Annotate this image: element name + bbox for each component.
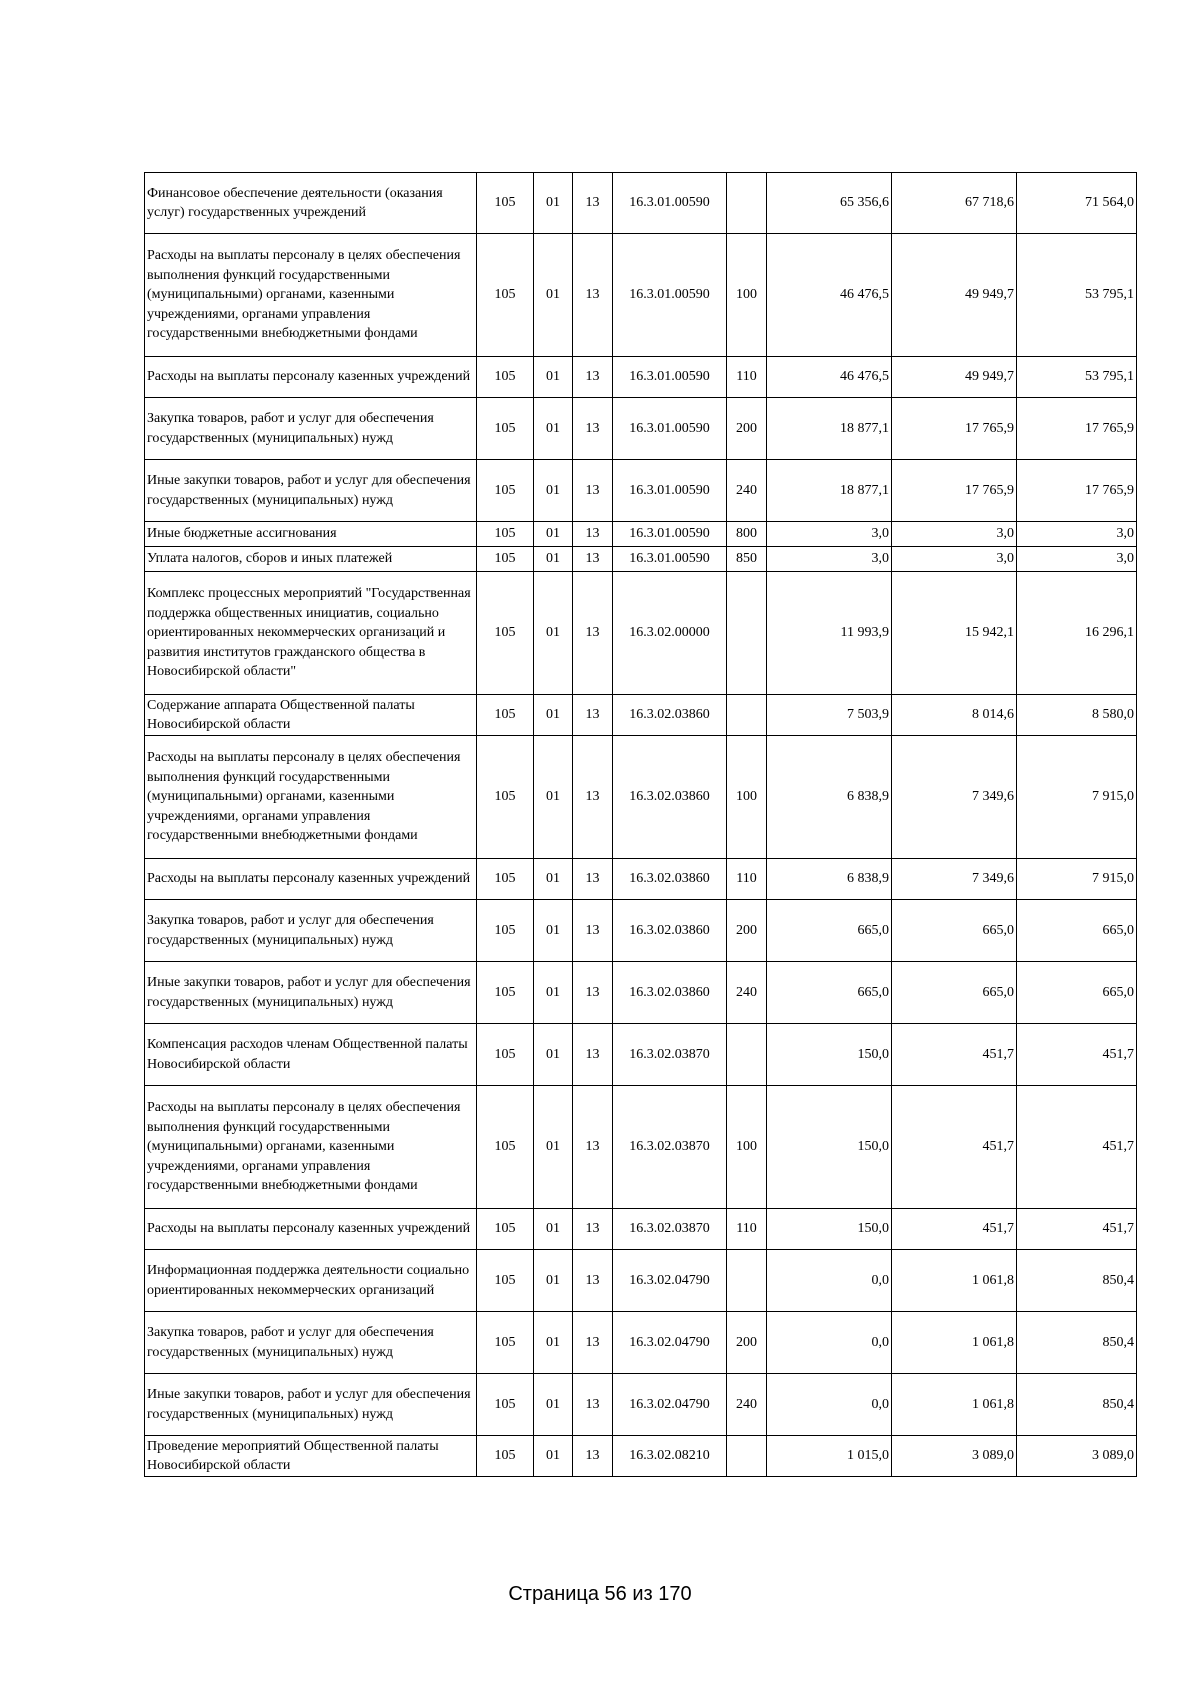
grbs-code-cell: 105: [477, 1024, 534, 1086]
target-article-cell: 16.3.02.03860: [613, 900, 727, 962]
expense-type-cell: 800: [727, 522, 767, 547]
subsection-code-cell: 13: [573, 173, 613, 234]
subsection-code-cell: 13: [573, 695, 613, 736]
subsection-code-cell: 13: [573, 1374, 613, 1436]
table-row: [145, 460, 1137, 522]
table-row: [145, 1086, 1137, 1209]
item-name-cell: Проведение мероприятий Общественной палаты Новосибирской области: [145, 1436, 477, 1477]
amount-year3-cell: 451,7: [1017, 1209, 1137, 1250]
amount-year2-cell: 49 949,7: [892, 357, 1017, 398]
expense-type-cell: 110: [727, 1209, 767, 1250]
subsection-code-cell: 13: [573, 234, 613, 357]
expense-type-cell: [727, 695, 767, 736]
table-row: [145, 357, 1137, 398]
amount-year3-cell: 53 795,1: [1017, 234, 1137, 357]
amount-year2-cell: 1 061,8: [892, 1312, 1017, 1374]
amount-year3-cell: 8 580,0: [1017, 695, 1137, 736]
amount-year2-cell: 17 765,9: [892, 398, 1017, 460]
section-code-cell: 01: [534, 547, 573, 572]
expense-type-cell: [727, 1024, 767, 1086]
amount-year3-cell: 850,4: [1017, 1312, 1137, 1374]
target-article-cell: 16.3.01.00590: [613, 547, 727, 572]
amount-year3-cell: 850,4: [1017, 1374, 1137, 1436]
target-article-cell: 16.3.02.04790: [613, 1250, 727, 1312]
section-code-cell: 01: [534, 572, 573, 695]
amount-year3-cell: 71 564,0: [1017, 173, 1137, 234]
table-row: [145, 1312, 1137, 1374]
amount-year3-cell: 665,0: [1017, 900, 1137, 962]
table-row: [145, 1374, 1137, 1436]
item-name-cell: Компенсация расходов членам Общественной палаты Новосибирской области: [145, 1024, 477, 1086]
target-article-cell: 16.3.01.00590: [613, 173, 727, 234]
amount-year1-cell: 3,0: [767, 547, 892, 572]
expense-type-cell: 100: [727, 1086, 767, 1209]
table-row: [145, 736, 1137, 859]
item-name-cell: Расходы на выплаты персоналу казенных учреждений: [145, 1209, 477, 1250]
amount-year1-cell: 665,0: [767, 900, 892, 962]
item-name-cell: Закупка товаров, работ и услуг для обеспечения государственных (муниципальных) нужд: [145, 1312, 477, 1374]
table-row: [145, 695, 1137, 736]
amount-year3-cell: 7 915,0: [1017, 736, 1137, 859]
item-name-cell: Уплата налогов, сборов и иных платежей: [145, 547, 477, 572]
amount-year2-cell: 7 349,6: [892, 859, 1017, 900]
amount-year3-cell: 850,4: [1017, 1250, 1137, 1312]
section-code-cell: 01: [534, 234, 573, 357]
amount-year3-cell: 451,7: [1017, 1024, 1137, 1086]
grbs-code-cell: 105: [477, 859, 534, 900]
subsection-code-cell: 13: [573, 522, 613, 547]
subsection-code-cell: 13: [573, 547, 613, 572]
table-row: [145, 572, 1137, 695]
section-code-cell: 01: [534, 1024, 573, 1086]
amount-year1-cell: 0,0: [767, 1312, 892, 1374]
section-code-cell: 01: [534, 1436, 573, 1477]
section-code-cell: 01: [534, 522, 573, 547]
amount-year3-cell: 3,0: [1017, 547, 1137, 572]
subsection-code-cell: 13: [573, 1086, 613, 1209]
section-code-cell: 01: [534, 398, 573, 460]
grbs-code-cell: 105: [477, 695, 534, 736]
grbs-code-cell: 105: [477, 357, 534, 398]
subsection-code-cell: 13: [573, 859, 613, 900]
target-article-cell: 16.3.02.03860: [613, 962, 727, 1024]
expense-type-cell: 110: [727, 859, 767, 900]
amount-year1-cell: 46 476,5: [767, 357, 892, 398]
subsection-code-cell: 13: [573, 736, 613, 859]
expense-type-cell: 200: [727, 1312, 767, 1374]
subsection-code-cell: 13: [573, 1250, 613, 1312]
table-row: [145, 1250, 1137, 1312]
expense-type-cell: [727, 572, 767, 695]
item-name-cell: Расходы на выплаты персоналу казенных учреждений: [145, 357, 477, 398]
amount-year1-cell: 46 476,5: [767, 234, 892, 357]
grbs-code-cell: 105: [477, 522, 534, 547]
expense-type-cell: 240: [727, 1374, 767, 1436]
expense-type-cell: [727, 1250, 767, 1312]
amount-year1-cell: 11 993,9: [767, 572, 892, 695]
amount-year2-cell: 451,7: [892, 1086, 1017, 1209]
amount-year1-cell: 0,0: [767, 1374, 892, 1436]
grbs-code-cell: 105: [477, 1250, 534, 1312]
expense-type-cell: 200: [727, 398, 767, 460]
section-code-cell: 01: [534, 962, 573, 1024]
item-name-cell: Закупка товаров, работ и услуг для обеспечения государственных (муниципальных) нужд: [145, 900, 477, 962]
amount-year1-cell: 3,0: [767, 522, 892, 547]
section-code-cell: 01: [534, 859, 573, 900]
amount-year2-cell: 451,7: [892, 1024, 1017, 1086]
item-name-cell: Расходы на выплаты персоналу казенных учреждений: [145, 859, 477, 900]
table-row: [145, 547, 1137, 572]
table-row: [145, 1024, 1137, 1086]
target-article-cell: 16.3.02.03860: [613, 859, 727, 900]
table-row: [145, 1209, 1137, 1250]
target-article-cell: 16.3.01.00590: [613, 460, 727, 522]
amount-year1-cell: 1 015,0: [767, 1436, 892, 1477]
amount-year2-cell: 67 718,6: [892, 173, 1017, 234]
grbs-code-cell: 105: [477, 1312, 534, 1374]
amount-year2-cell: 451,7: [892, 1209, 1017, 1250]
item-name-cell: Закупка товаров, работ и услуг для обеспечения государственных (муниципальных) нужд: [145, 398, 477, 460]
subsection-code-cell: 13: [573, 1312, 613, 1374]
page-number: Страница 56 из 170: [508, 1583, 692, 1605]
expense-type-cell: 200: [727, 900, 767, 962]
section-code-cell: 01: [534, 1250, 573, 1312]
amount-year2-cell: 7 349,6: [892, 736, 1017, 859]
target-article-cell: 16.3.02.03870: [613, 1086, 727, 1209]
amount-year2-cell: 3,0: [892, 522, 1017, 547]
amount-year1-cell: 65 356,6: [767, 173, 892, 234]
target-article-cell: 16.3.02.04790: [613, 1312, 727, 1374]
section-code-cell: 01: [534, 1374, 573, 1436]
item-name-cell: Комплекс процессных мероприятий "Государственная поддержка общественных инициатив, социально ориентированных некоммерческих организаций и развития институтов гражданского общества в Новосибирской области": [145, 572, 477, 695]
grbs-code-cell: 105: [477, 1086, 534, 1209]
amount-year2-cell: 1 061,8: [892, 1374, 1017, 1436]
item-name-cell: Иные закупки товаров, работ и услуг для обеспечения государственных (муниципальных) нужд: [145, 460, 477, 522]
amount-year2-cell: 15 942,1: [892, 572, 1017, 695]
subsection-code-cell: 13: [573, 1436, 613, 1477]
expense-type-cell: 100: [727, 234, 767, 357]
amount-year3-cell: 17 765,9: [1017, 398, 1137, 460]
target-article-cell: 16.3.02.03870: [613, 1209, 727, 1250]
table-row: [145, 859, 1137, 900]
subsection-code-cell: 13: [573, 398, 613, 460]
amount-year2-cell: 3 089,0: [892, 1436, 1017, 1477]
amount-year1-cell: 18 877,1: [767, 398, 892, 460]
amount-year2-cell: 1 061,8: [892, 1250, 1017, 1312]
expense-type-cell: [727, 173, 767, 234]
target-article-cell: 16.3.02.03860: [613, 695, 727, 736]
table-row: [145, 173, 1137, 234]
section-code-cell: 01: [534, 1312, 573, 1374]
amount-year1-cell: 665,0: [767, 962, 892, 1024]
target-article-cell: 16.3.02.08210: [613, 1436, 727, 1477]
amount-year3-cell: 17 765,9: [1017, 460, 1137, 522]
item-name-cell: Иные бюджетные ассигнования: [145, 522, 477, 547]
amount-year2-cell: 665,0: [892, 900, 1017, 962]
amount-year3-cell: 7 915,0: [1017, 859, 1137, 900]
item-name-cell: Содержание аппарата Общественной палаты Новосибирской области: [145, 695, 477, 736]
section-code-cell: 01: [534, 357, 573, 398]
amount-year2-cell: 8 014,6: [892, 695, 1017, 736]
amount-year2-cell: 17 765,9: [892, 460, 1017, 522]
grbs-code-cell: 105: [477, 1209, 534, 1250]
table-row: [145, 522, 1137, 547]
section-code-cell: 01: [534, 695, 573, 736]
target-article-cell: 16.3.02.00000: [613, 572, 727, 695]
table-row: [145, 398, 1137, 460]
table-row: [145, 1436, 1137, 1477]
item-name-cell: Информационная поддержка деятельности социально ориентированных некоммерческих организаций: [145, 1250, 477, 1312]
expense-type-cell: 240: [727, 460, 767, 522]
grbs-code-cell: 105: [477, 234, 534, 357]
section-code-cell: 01: [534, 460, 573, 522]
grbs-code-cell: 105: [477, 736, 534, 859]
budget-table-body: [145, 173, 1137, 1477]
amount-year1-cell: 150,0: [767, 1086, 892, 1209]
amount-year2-cell: 665,0: [892, 962, 1017, 1024]
target-article-cell: 16.3.01.00590: [613, 234, 727, 357]
section-code-cell: 01: [534, 1086, 573, 1209]
target-article-cell: 16.3.01.00590: [613, 357, 727, 398]
table-row: [145, 900, 1137, 962]
grbs-code-cell: 105: [477, 572, 534, 695]
amount-year1-cell: 6 838,9: [767, 859, 892, 900]
grbs-code-cell: 105: [477, 398, 534, 460]
section-code-cell: 01: [534, 173, 573, 234]
grbs-code-cell: 105: [477, 173, 534, 234]
budget-table: [144, 172, 1137, 1477]
amount-year3-cell: 16 296,1: [1017, 572, 1137, 695]
grbs-code-cell: 105: [477, 1436, 534, 1477]
grbs-code-cell: 105: [477, 962, 534, 1024]
target-article-cell: 16.3.02.03870: [613, 1024, 727, 1086]
subsection-code-cell: 13: [573, 357, 613, 398]
subsection-code-cell: 13: [573, 572, 613, 695]
amount-year2-cell: 49 949,7: [892, 234, 1017, 357]
section-code-cell: 01: [534, 900, 573, 962]
amount-year3-cell: 451,7: [1017, 1086, 1137, 1209]
amount-year1-cell: 7 503,9: [767, 695, 892, 736]
amount-year2-cell: 3,0: [892, 547, 1017, 572]
table-row: [145, 962, 1137, 1024]
table-row: [145, 234, 1137, 357]
subsection-code-cell: 13: [573, 460, 613, 522]
item-name-cell: Расходы на выплаты персоналу в целях обеспечения выполнения функций государственными (муниципальными) органами, казенными учреждениями, органами управления государственными внебюджетными фондами: [145, 1086, 477, 1209]
amount-year3-cell: 53 795,1: [1017, 357, 1137, 398]
item-name-cell: Иные закупки товаров, работ и услуг для обеспечения государственных (муниципальных) нужд: [145, 962, 477, 1024]
expense-type-cell: 240: [727, 962, 767, 1024]
grbs-code-cell: 105: [477, 460, 534, 522]
target-article-cell: 16.3.01.00590: [613, 522, 727, 547]
expense-type-cell: 100: [727, 736, 767, 859]
item-name-cell: Расходы на выплаты персоналу в целях обеспечения выполнения функций государственными (муниципальными) органами, казенными учреждениями, органами управления государственными внебюджетными фондами: [145, 234, 477, 357]
amount-year3-cell: 3 089,0: [1017, 1436, 1137, 1477]
grbs-code-cell: 105: [477, 900, 534, 962]
target-article-cell: 16.3.02.03860: [613, 736, 727, 859]
subsection-code-cell: 13: [573, 1209, 613, 1250]
target-article-cell: 16.3.02.04790: [613, 1374, 727, 1436]
expense-type-cell: [727, 1436, 767, 1477]
amount-year3-cell: 665,0: [1017, 962, 1137, 1024]
section-code-cell: 01: [534, 1209, 573, 1250]
amount-year1-cell: 18 877,1: [767, 460, 892, 522]
amount-year1-cell: 6 838,9: [767, 736, 892, 859]
subsection-code-cell: 13: [573, 962, 613, 1024]
grbs-code-cell: 105: [477, 1374, 534, 1436]
item-name-cell: Финансовое обеспечение деятельности (оказания услуг) государственных учреждений: [145, 173, 477, 234]
grbs-code-cell: 105: [477, 547, 534, 572]
subsection-code-cell: 13: [573, 1024, 613, 1086]
amount-year1-cell: 0,0: [767, 1250, 892, 1312]
expense-type-cell: 110: [727, 357, 767, 398]
item-name-cell: Иные закупки товаров, работ и услуг для обеспечения государственных (муниципальных) нужд: [145, 1374, 477, 1436]
item-name-cell: Расходы на выплаты персоналу в целях обеспечения выполнения функций государственными (муниципальными) органами, казенными учреждениями, органами управления государственными внебюджетными фондами: [145, 736, 477, 859]
amount-year1-cell: 150,0: [767, 1024, 892, 1086]
amount-year3-cell: 3,0: [1017, 522, 1137, 547]
expense-type-cell: 850: [727, 547, 767, 572]
subsection-code-cell: 13: [573, 900, 613, 962]
section-code-cell: 01: [534, 736, 573, 859]
amount-year1-cell: 150,0: [767, 1209, 892, 1250]
target-article-cell: 16.3.01.00590: [613, 398, 727, 460]
